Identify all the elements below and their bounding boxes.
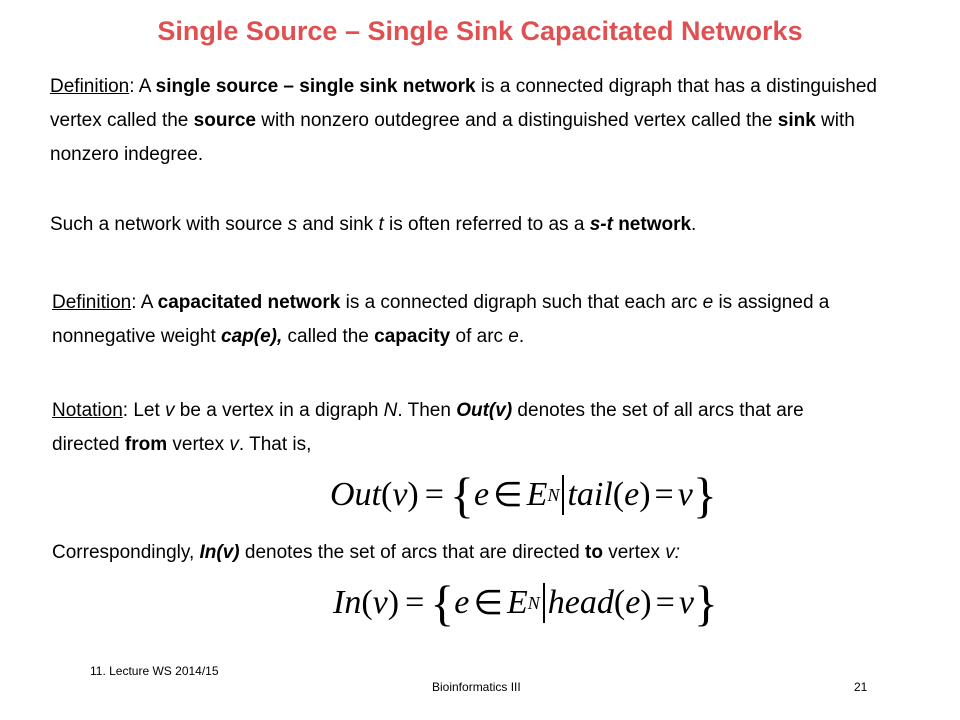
text: of arc — [450, 326, 509, 347]
term: capacitated network — [157, 292, 341, 313]
text: vertex — [602, 542, 666, 563]
text: . That is, — [238, 434, 312, 455]
definition-label: Definition — [50, 76, 130, 97]
term: single source – single sink network — [155, 76, 476, 97]
text: . Then — [397, 400, 457, 421]
text: denotes the set of all arcs that are directed — [52, 400, 804, 455]
text: called the — [282, 326, 375, 347]
math-text: ( — [381, 476, 393, 513]
var: v — [229, 434, 239, 455]
math-text: = — [424, 476, 444, 513]
math-text: In — [333, 584, 362, 621]
math-text: Out — [330, 476, 381, 513]
footer-lecture: 11. Lecture WS 2014/15 — [90, 664, 219, 678]
math-text: ( — [612, 476, 625, 513]
text: and sink — [297, 214, 379, 235]
math-text: E — [506, 584, 528, 621]
math-text: v — [678, 584, 694, 621]
text: is often referred to as a — [383, 214, 590, 235]
text: is a connected digraph such that each arc — [340, 292, 703, 313]
term: to — [585, 542, 603, 563]
math-text: tail — [567, 476, 613, 513]
var: e — [702, 292, 714, 313]
footer-page-number: 21 — [854, 680, 868, 694]
slide-title: Single Source – Single Sink Capacitated Networks — [157, 16, 803, 46]
term: source — [193, 110, 256, 131]
in-formula — [333, 575, 718, 631]
math-text: e — [624, 476, 640, 513]
var: s — [287, 214, 298, 235]
term: network — [612, 214, 692, 235]
math-text: = — [655, 584, 675, 621]
text: Correspondingly, — [52, 542, 200, 563]
text: . — [691, 214, 697, 235]
text: vertex — [167, 434, 230, 455]
text: . — [518, 326, 525, 347]
term: capacity — [374, 326, 451, 347]
term: In(v) — [199, 542, 240, 563]
var: t — [378, 214, 384, 235]
correspondingly-in — [52, 536, 912, 570]
text: with nonzero outdegree and a distinguished vertex called the — [255, 110, 778, 131]
math-text: N — [527, 592, 540, 613]
math-text: ∈ — [473, 585, 503, 622]
divider-bar — [562, 475, 564, 515]
math-text: e — [454, 584, 470, 621]
math-text: ) — [640, 584, 652, 621]
text: Such a network with source — [50, 214, 288, 235]
notation-out — [52, 394, 872, 462]
var: e — [508, 326, 519, 347]
var: N — [383, 400, 398, 421]
math-text: ∈ — [493, 477, 523, 514]
math-text: v — [392, 476, 408, 513]
st-network-sentence — [50, 208, 930, 242]
math-text: { — [430, 575, 455, 631]
text: : A — [131, 292, 158, 313]
text: be a vertex in a digraph — [174, 400, 384, 421]
math-text: e — [473, 476, 490, 513]
term: cap(e), — [221, 326, 283, 347]
out-formula — [330, 467, 717, 523]
math-text: { — [449, 467, 474, 523]
math-text: E — [526, 476, 548, 513]
math-text: ) — [639, 476, 651, 513]
var: v — [165, 400, 175, 421]
term: s-t — [589, 214, 613, 235]
math-text: ) — [387, 584, 400, 621]
math-text: = — [405, 584, 425, 621]
definition-label: Definition — [52, 292, 132, 313]
math-text: N — [547, 484, 560, 505]
math-text: } — [693, 575, 718, 631]
math-text: ) — [407, 476, 419, 513]
math-text: = — [654, 476, 674, 513]
divider-bar — [543, 583, 545, 623]
footer-course: Bioinformatics III — [432, 680, 521, 694]
text: : Let — [122, 400, 166, 421]
text: is a connected digraph that has a distinguished vertex called the — [50, 76, 877, 131]
math-text: v — [372, 584, 388, 621]
term: Out(v) — [456, 400, 513, 421]
text: : A — [129, 76, 156, 97]
term: from — [124, 434, 168, 455]
text: is assigned a nonnegative weight — [52, 292, 830, 347]
math-text: ( — [613, 584, 626, 621]
var: v: — [665, 542, 681, 563]
math-text: v — [677, 476, 693, 513]
notation-label: Notation — [52, 400, 123, 421]
math-text: } — [692, 467, 717, 523]
math-text: e — [625, 584, 641, 621]
text: with nonzero indegree. — [50, 110, 855, 165]
math-text: ( — [361, 584, 373, 621]
term: sink — [777, 110, 816, 131]
definition-capacitated-network — [52, 286, 882, 354]
definition-st-network — [50, 70, 900, 172]
math-text: head — [547, 584, 614, 621]
text: denotes the set of arcs that are directed — [239, 542, 585, 563]
